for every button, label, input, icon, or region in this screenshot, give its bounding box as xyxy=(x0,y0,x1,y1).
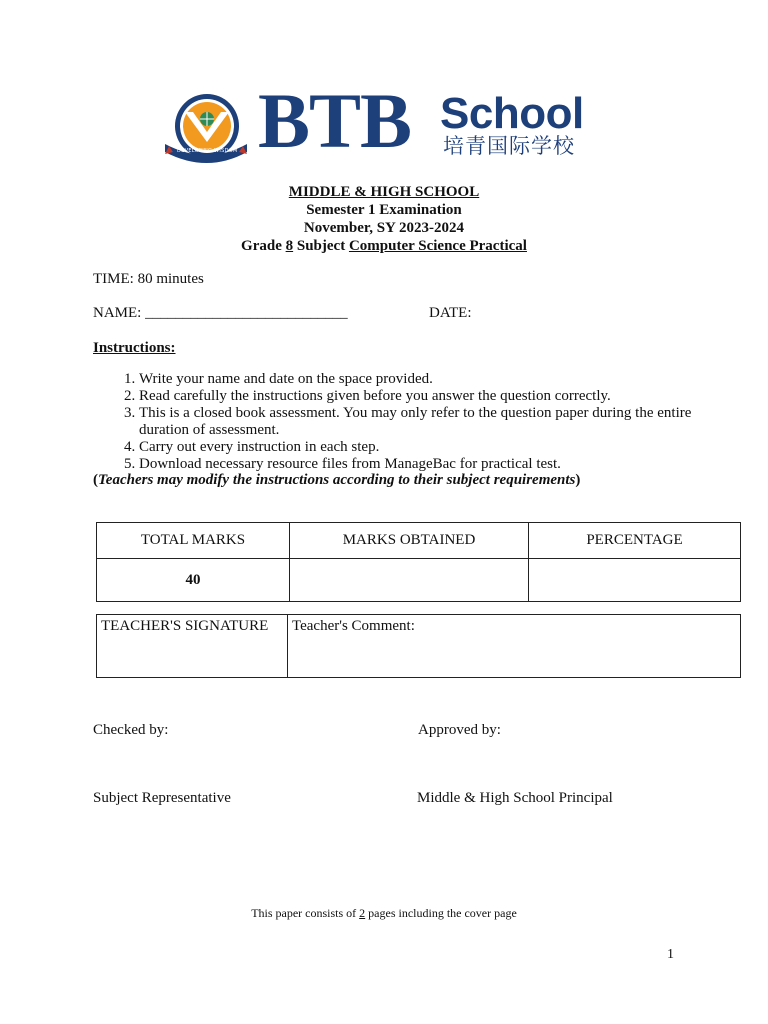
subject-value: Computer Science Practical xyxy=(348,238,527,254)
logo-school-text: School xyxy=(440,89,584,138)
exam-title-block xyxy=(0,183,768,255)
teacher-comment-cell: Teacher's Comment: xyxy=(288,615,741,678)
instruction-item: 5. Download necessary resource files from ManageBac for practical test. xyxy=(139,456,739,473)
instructions-heading: Instructions: xyxy=(93,340,176,356)
logo-motto: DEVELOPING WISDOM xyxy=(177,148,238,154)
grade-subject-line xyxy=(0,237,768,255)
footer-page-count: 2 xyxy=(359,906,366,920)
instructions-list xyxy=(93,371,739,473)
instruction-item: 3. This is a closed book assessment. You may only refer to the question paper during the entire duration of assessment. xyxy=(139,405,739,439)
logo-btb-text: BTB xyxy=(258,77,412,164)
instruction-item: 4. Carry out every instruction in each step. xyxy=(139,439,739,456)
page-number: 1 xyxy=(667,947,674,962)
grade-label: Grade xyxy=(241,238,286,254)
marks-table xyxy=(96,522,741,602)
school-emblem-logo xyxy=(163,92,247,164)
subject-representative-label: Subject Representative xyxy=(93,790,231,806)
checked-by-label: Checked by: xyxy=(93,722,169,738)
total-marks-header: TOTAL MARKS xyxy=(97,523,290,559)
teacher-signature-cell: TEACHER'S SIGNATURE xyxy=(97,615,288,678)
exam-name: Semester 1 Examination xyxy=(306,202,462,218)
subject-label: Subject xyxy=(293,238,349,254)
date-field: DATE: xyxy=(429,305,472,321)
school-division-title: MIDDLE & HIGH SCHOOL xyxy=(288,184,480,200)
name-field: NAME: ___________________________ xyxy=(93,305,348,321)
footer-prefix: This paper consists of xyxy=(251,906,360,920)
grade-value: 8 xyxy=(285,238,294,254)
teacher-note xyxy=(93,472,580,489)
instruction-item: 2. Read carefully the instructions given before you answer the question correctly. xyxy=(139,388,739,405)
approved-by-label: Approved by: xyxy=(418,722,501,738)
note-open-paren: ( xyxy=(93,472,98,488)
logo-chinese-text: 培青国际学校 xyxy=(443,134,575,158)
note-text: Teachers may modify the instructions according to their subject requirements xyxy=(98,472,576,488)
exam-date: November, SY 2023-2024 xyxy=(303,220,465,236)
marks-obtained-header: MARKS OBTAINED xyxy=(290,523,529,559)
principal-label: Middle & High School Principal xyxy=(417,790,613,806)
footer-suffix: pages including the cover page xyxy=(365,906,517,920)
total-marks-value: 40 xyxy=(97,559,290,602)
page-count-note xyxy=(0,906,768,921)
instruction-item: 1. Write your name and date on the space provided. xyxy=(139,371,739,388)
signature-table xyxy=(96,614,741,678)
note-close-paren: ) xyxy=(575,472,581,488)
percentage-header: PERCENTAGE xyxy=(529,523,741,559)
marks-obtained-value xyxy=(290,559,529,602)
percentage-value xyxy=(529,559,741,602)
time-label: TIME: 80 minutes xyxy=(93,271,204,287)
